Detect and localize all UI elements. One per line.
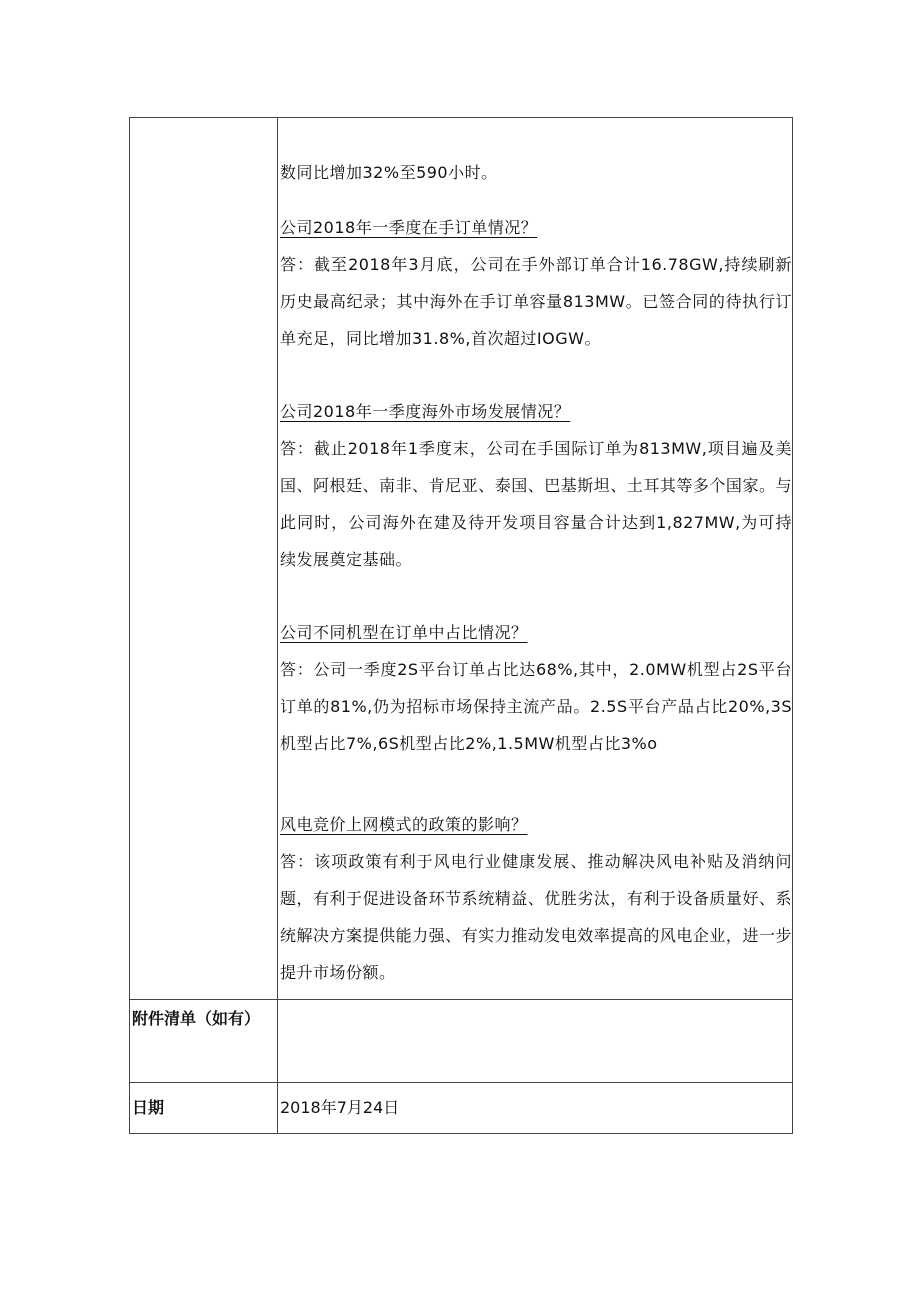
qa-question: 公司2018年一季度在手订单情况？ bbox=[280, 218, 538, 237]
qa-item bbox=[280, 618, 792, 762]
qa-item bbox=[280, 213, 792, 357]
qa-answer: 答：截至2018年3月底，公司在手外部订单合计16.78GW,持续刷新历史最高纪录；其中海外在手订单容量813MW。已签合同的待执行订单充足，同比增加31.8%,首次超过IOGW。 bbox=[280, 255, 792, 348]
qa-answer: 答：截止2018年1季度末，公司在手国际订单为813MW,项目遍及美国、阿根廷、南非、肯尼亚、泰国、巴基斯坦、土耳其等多个国家。与此同时，公司海外在建及待开发项目容量合计达到1,827MW,为可持续发展奠定基础。 bbox=[280, 439, 792, 569]
attachments-row bbox=[130, 1000, 793, 1083]
qa-item bbox=[280, 810, 792, 991]
qa-answer: 答：该项政策有利于风电行业健康发展、推动解决风电补贴及消纳问题，有利于促进设备环节系统精益、优胜劣汰，有利于设备质量好、系统解决方案提供能力强、有实力推动发电效率提高的风电企业，进一步提升市场份额。 bbox=[280, 852, 792, 982]
qa-question: 风电竞价上网模式的政策的影响？ bbox=[280, 815, 528, 834]
record-table bbox=[129, 117, 790, 1134]
content-row-body-cell bbox=[278, 118, 793, 1000]
qa-answer: 答：公司一季度2S平台订单占比达68%,其中，2.0MW机型占2S平台订单的81%,仍为招标市场保持主流产品。2.5S平台产品占比20%,3S机型占比7%,6S机型占比2%,1.5MW机型占比3%o bbox=[280, 660, 792, 753]
qa-question: 公司不同机型在订单中占比情况？ bbox=[280, 623, 528, 642]
date-value: 2018年7月24日 bbox=[278, 1083, 793, 1134]
attachments-value bbox=[278, 1000, 793, 1083]
qa-item bbox=[280, 397, 792, 578]
content-row-label-cell bbox=[130, 118, 278, 1000]
date-label: 日期 bbox=[130, 1083, 278, 1134]
date-row bbox=[130, 1083, 793, 1134]
attachments-label: 附件清单（如有） bbox=[130, 1000, 278, 1083]
intro-text: 数同比增加32%至590小时。 bbox=[280, 163, 498, 182]
content-row bbox=[130, 118, 793, 1000]
qa-question: 公司2018年一季度海外市场发展情况？ bbox=[280, 402, 571, 421]
record-table-grid bbox=[129, 117, 793, 1134]
